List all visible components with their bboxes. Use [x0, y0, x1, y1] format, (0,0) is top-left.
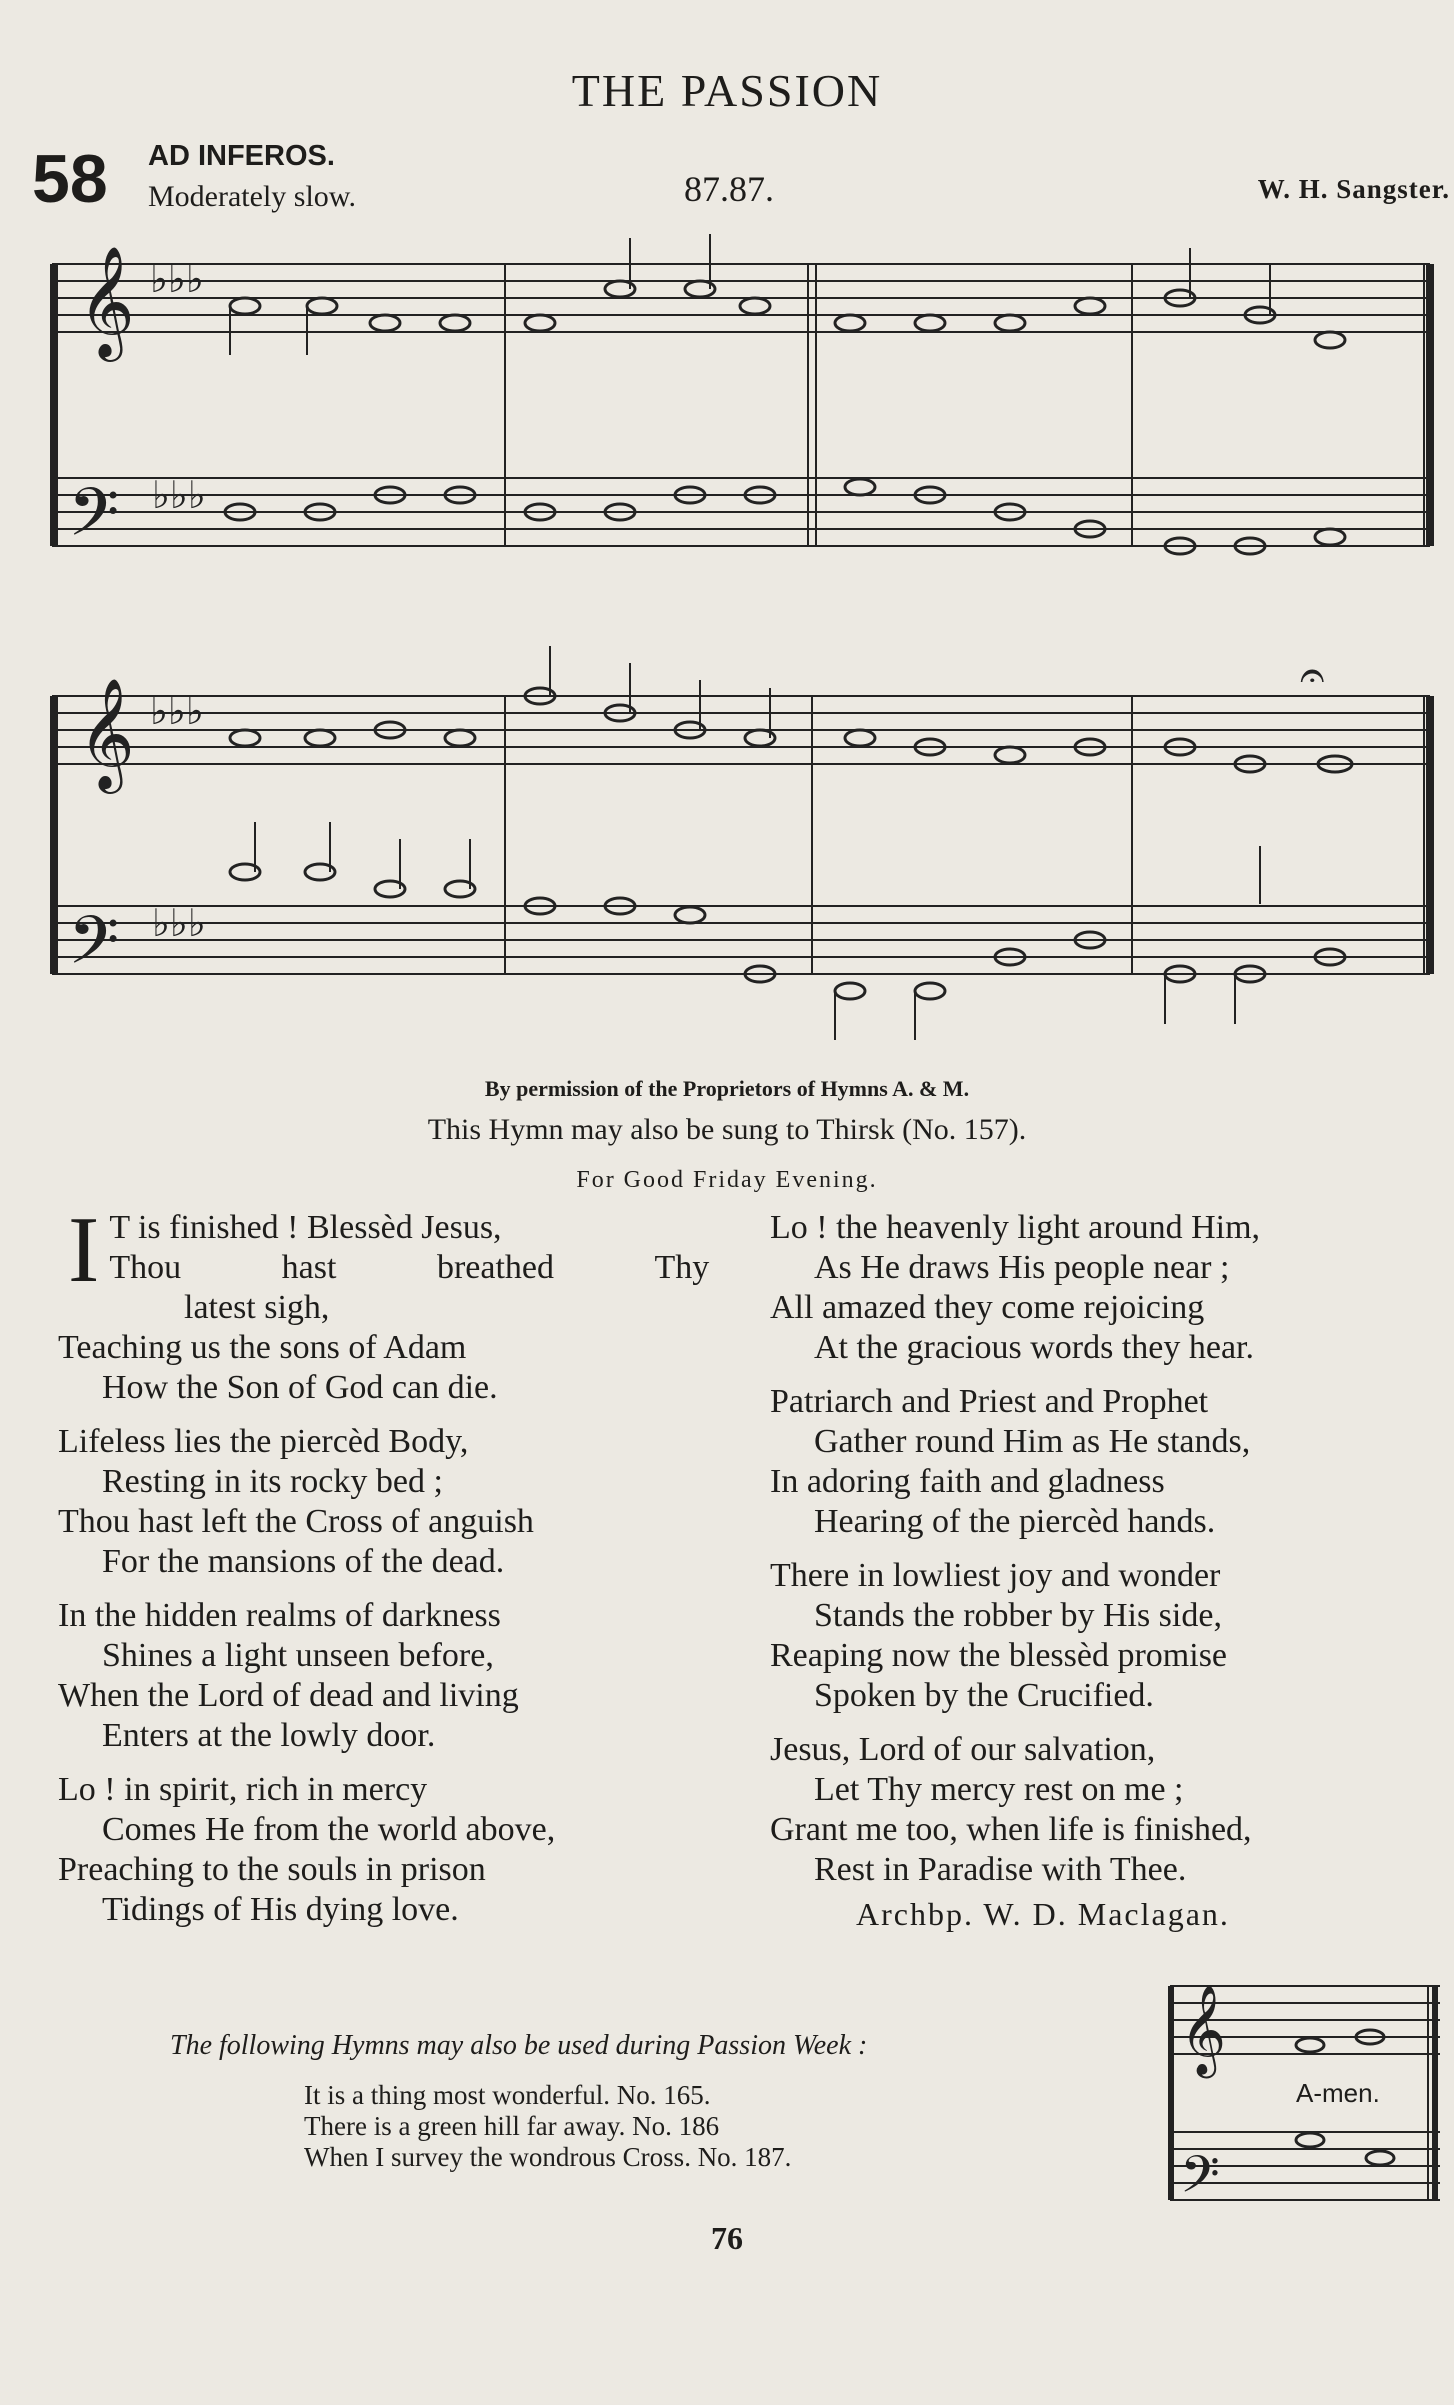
svg-text:𝄞: 𝄞 [1180, 1985, 1227, 2075]
hymn-text-right-column [770, 1208, 1450, 1904]
verse-line: In the hidden realms of darkness [58, 1597, 501, 1634]
verse-line: Gather round Him as He stands, [814, 1423, 1251, 1460]
verse-line: Stands the robber by His side, [814, 1597, 1222, 1634]
verse-line: Jesus, Lord of our salvation, [770, 1731, 1156, 1768]
verse-6 [770, 1382, 1450, 1542]
verse-line: At the gracious words they hear. [814, 1329, 1254, 1366]
verse-line [109, 1248, 709, 1288]
tempo-marking: Moderately slow. [148, 180, 357, 213]
svg-text:♭♭♭: ♭♭♭ [150, 691, 204, 733]
svg-text:𝄞: 𝄞 [78, 677, 135, 789]
permission-note: By permission of the Proprietors of Hymns A. & M. [484, 1076, 970, 1101]
alternate-tune-note: This Hymn may also be sung to Thirsk (No. 157). [427, 1113, 1027, 1146]
verse-line: As He draws His people near ; [814, 1249, 1230, 1286]
svg-text:𝄢: 𝄢 [68, 474, 120, 567]
verse-line: Tidings of His dying love. [102, 1891, 459, 1928]
verse-line: When the Lord of dead and living [58, 1677, 519, 1714]
section-title: THE PASSION [571, 65, 883, 116]
verse-line: Let Thy mercy rest on me ; [814, 1771, 1184, 1808]
verse-line: latest sigh, [184, 1289, 330, 1326]
verse-line: Resting in its rocky bed ; [102, 1463, 443, 1500]
verse-line: Lifeless lies the piercèd Body, [58, 1423, 469, 1460]
passion-week-note: The following Hymns may also be used during Passion Week : [170, 2030, 868, 2061]
verse-5 [770, 1208, 1450, 1368]
verse-4 [58, 1770, 718, 1930]
occasion-heading: For Good Friday Evening. [576, 1167, 878, 1193]
svg-text:♭♭♭: ♭♭♭ [152, 475, 206, 517]
page-number: 76 [711, 2220, 743, 2256]
verse-word: Thy [654, 1249, 710, 1286]
verse-line: For the mansions of the dead. [102, 1543, 505, 1580]
verse-word: hast [281, 1249, 337, 1286]
note-stems [230, 234, 1270, 1040]
hymn-reference: When I survey the wondrous Cross. No. 187. [304, 2142, 792, 2172]
verse-2 [58, 1422, 718, 1582]
verse-3 [58, 1596, 718, 1756]
verse-line: Preaching to the souls in prison [58, 1851, 486, 1888]
verse-1 [58, 1198, 718, 1408]
verse-line: Thou hast left the Cross of anguish [58, 1503, 534, 1540]
staff-system-1 [50, 245, 1434, 567]
svg-text:𝄢: 𝄢 [68, 902, 120, 995]
verse-line: Shines a light unseen before, [102, 1637, 494, 1674]
verse-word: Thou [109, 1249, 182, 1286]
amen-label: A-men. [1296, 2078, 1380, 2108]
svg-text:♭♭♭: ♭♭♭ [152, 903, 206, 945]
drop-cap: I [68, 1198, 100, 1302]
svg-text:𝄐: 𝄐 [1300, 651, 1325, 700]
verse-line: There in lowliest joy and wonder [770, 1557, 1221, 1594]
verse-line: How the Son of God can die. [102, 1369, 498, 1406]
svg-text:𝄞: 𝄞 [78, 245, 135, 357]
svg-text:♭♭♭: ♭♭♭ [150, 259, 204, 301]
verse-word: breathed [436, 1249, 554, 1286]
verse-line: Hearing of the piercèd hands. [814, 1503, 1216, 1540]
verse-line: Teaching us the sons of Adam [58, 1329, 467, 1366]
hymn-reference: It is a thing most wonderful. No. 165. [304, 2080, 711, 2110]
verse-line: Spoken by the Crucified. [814, 1677, 1154, 1714]
composer: W. H. Sangster. [1257, 174, 1450, 204]
meter: 87.87. [684, 169, 774, 209]
verse-line: Comes He from the world above, [102, 1811, 556, 1848]
verse-line: All amazed they come rejoicing [770, 1289, 1205, 1326]
verse-line: In adoring faith and gladness [770, 1463, 1165, 1500]
verse-line: Grant me too, when life is finished, [770, 1811, 1252, 1848]
verse-line: Rest in Paradise with Thee. [814, 1851, 1187, 1888]
hymn-author: Archbp. W. D. Maclagan. [856, 1896, 1230, 1932]
verse-line: Lo ! in spirit, rich in mercy [58, 1771, 428, 1808]
note-heads [225, 281, 1352, 999]
hymn-number: 58 [32, 141, 108, 217]
tune-name: AD INFEROS. [148, 140, 335, 172]
verse-line: T is finished ! Blessèd Jesus, [109, 1209, 502, 1246]
verse-line: Reaping now the blessèd promise [770, 1637, 1228, 1674]
verse-7 [770, 1556, 1450, 1716]
verse-line: Patriarch and Priest and Prophet [770, 1383, 1209, 1420]
verse-line: Enters at the lowly door. [102, 1717, 436, 1754]
hymn-reference: There is a green hill far away. No. 186 [304, 2111, 720, 2141]
verse-line: Lo ! the heavenly light around Him, [770, 1209, 1261, 1246]
staff-system-2 [50, 651, 1434, 995]
hymn-text-left-column [58, 1198, 718, 1944]
verse-8 [770, 1730, 1450, 1890]
svg-text:𝄢: 𝄢 [1180, 2144, 1220, 2217]
